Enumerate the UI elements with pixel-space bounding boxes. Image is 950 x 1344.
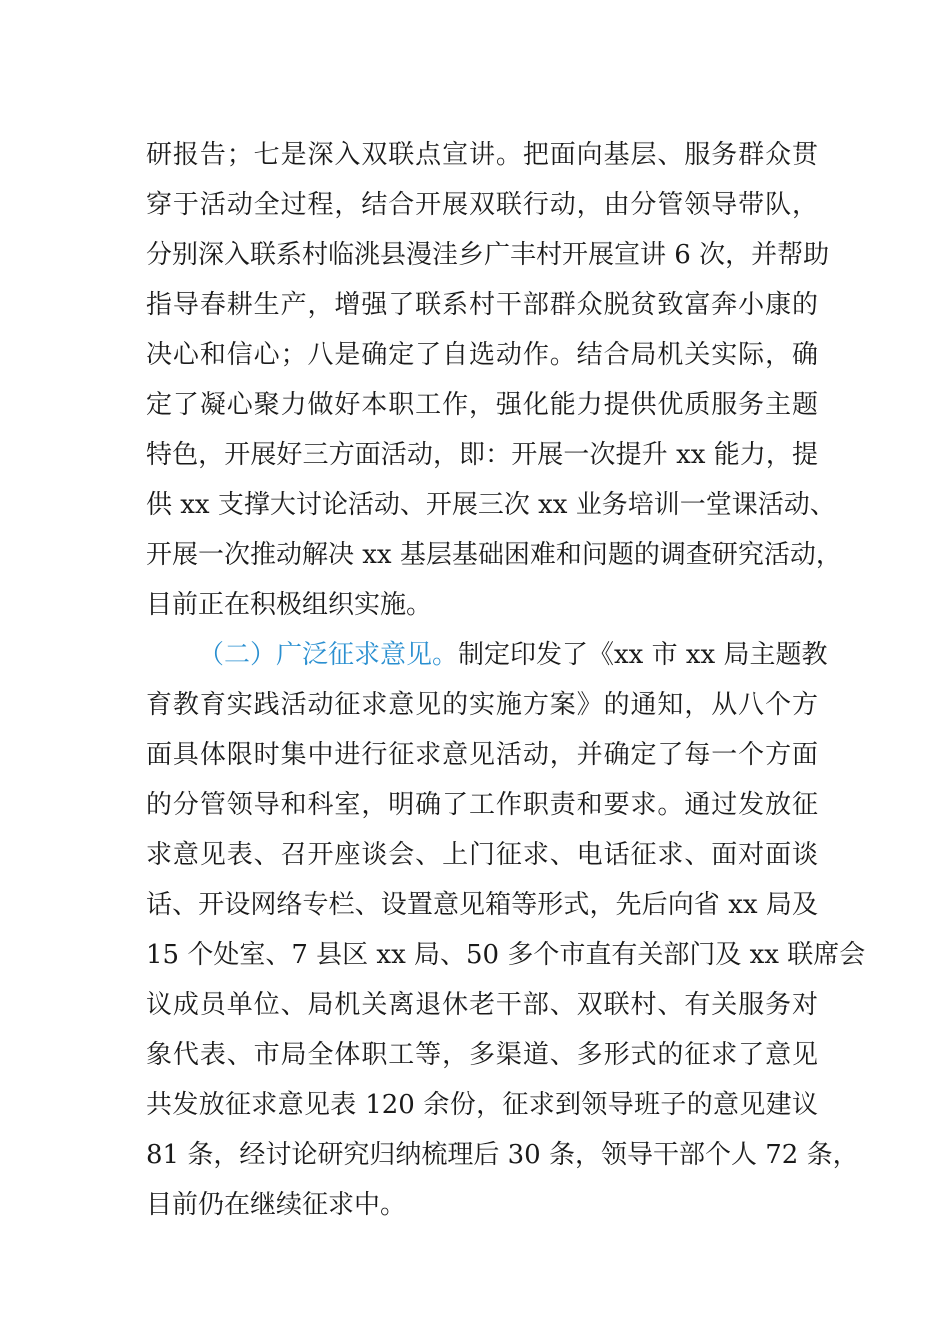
text-line: 供 xx 支撑大讨论活动、开展三次 xx 业务培训一堂课活动、 — [146, 490, 836, 520]
text-line: 共发放征求意见表 120 余份，征求到领导班子的意见建议 — [146, 1090, 818, 1120]
heading-line-text: 制定印发了《xx 市 xx 局主题教 — [458, 640, 828, 670]
text-line: 求意见表、召开座谈会、上门征求、电话征求、面对面谈 — [146, 840, 818, 870]
text-line: 目前仍在继续征求中。 — [146, 1190, 407, 1220]
text-line: 的分管领导和科室，明确了工作职责和要求。通过发放征 — [146, 790, 818, 820]
text-line: 穿于活动全过程，结合开展双联行动，由分管领导带队， — [146, 190, 818, 220]
text-line: 面具体限时集中进行征求意见活动，并确定了每一个方面 — [146, 740, 818, 770]
document-body — [146, 130, 866, 1230]
text-line: 议成员单位、局机关离退休老干部、双联村、有关服务对 — [146, 990, 818, 1020]
text-line: 15 个处室、7 县区 xx 局、50 多个市直有关部门及 xx 联席会 — [146, 940, 866, 970]
text-line: 目前正在积极组织实施。 — [146, 590, 433, 620]
text-line: 开展一次推动解决 xx 基层基础困难和问题的调查研究活动， — [146, 540, 842, 570]
text-line: 研报告；七是深入双联点宣讲。把面向基层、服务群众贯 — [146, 140, 818, 170]
paragraph-1 — [146, 130, 842, 630]
section-heading-line — [146, 630, 828, 680]
text-line: 决心和信心；八是确定了自选动作。结合局机关实际，确 — [146, 340, 818, 370]
text-line: 定了凝心聚力做好本职工作，强化能力提供优质服务主题 — [146, 390, 818, 420]
paragraph-2 — [146, 630, 866, 1230]
text-line: 象代表、市局全体职工等，多渠道、多形式的征求了意见 — [146, 1040, 818, 1070]
text-line: 81 条，经讨论研究归纳梳理后 30 条，领导干部个人 72 条， — [146, 1140, 859, 1170]
text-line: 育教育实践活动征求意见的实施方案》的通知，从八个方 — [146, 690, 818, 720]
text-line: 指导春耕生产，增强了联系村干部群众脱贫致富奔小康的 — [146, 290, 818, 320]
text-line: 分别深入联系村临洮县漫洼乡广丰村开展宣讲 6 次，并帮助 — [146, 240, 830, 270]
section-heading: （二）广泛征求意见。 — [198, 640, 459, 670]
text-line: 话、开设网络专栏、设置意见箱等形式，先后向省 xx 局及 — [146, 890, 818, 920]
text-line: 特色，开展好三方面活动，即：开展一次提升 xx 能力，提 — [146, 440, 818, 470]
